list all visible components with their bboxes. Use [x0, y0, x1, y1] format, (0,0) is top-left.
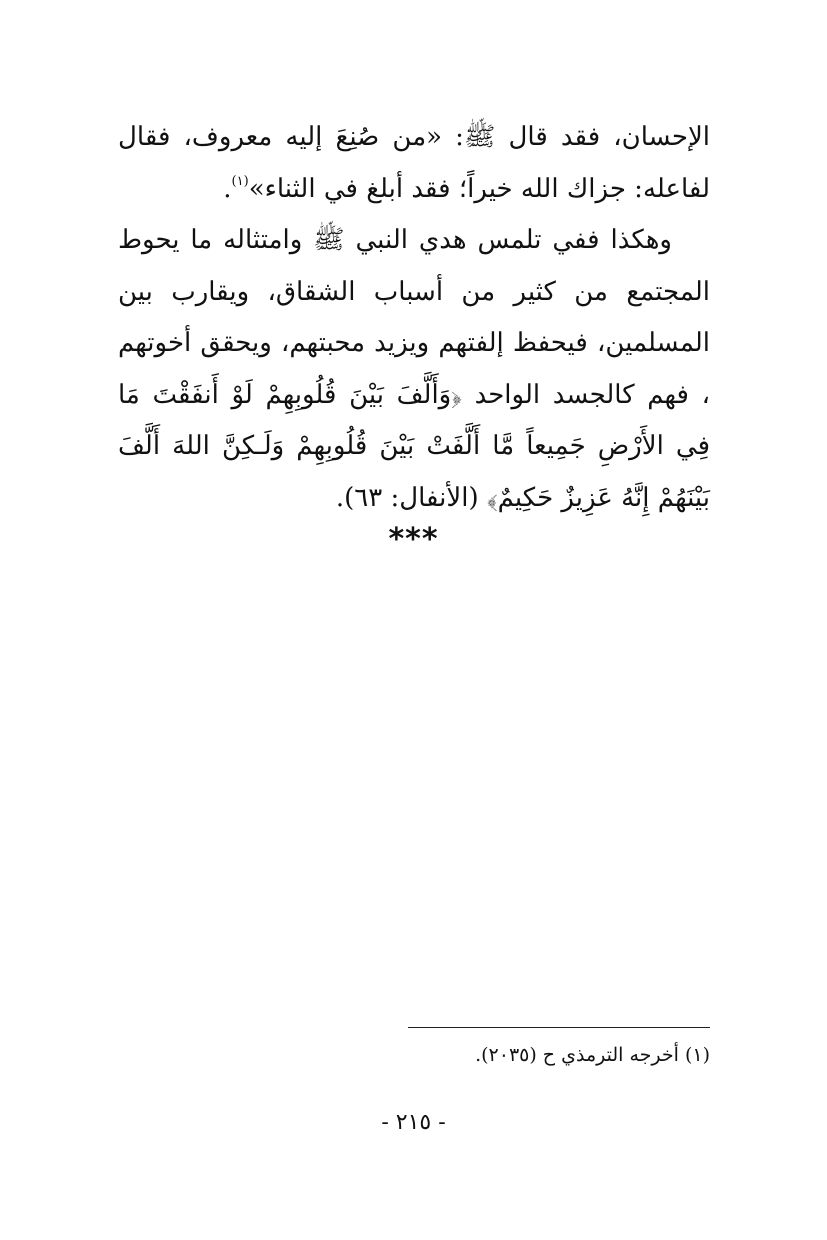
page-number: - ٢١٥ -: [381, 1110, 446, 1135]
paragraph-2: [118, 215, 710, 524]
paragraph-1-end: .: [223, 173, 232, 204]
paragraph-1-text: الإحسان، فقد قال ﷺ: «من صُنِعَ إليه معروف، فقال لفاعله: جزاك الله خيراً؛ فقد أبلغ في الثناء»: [118, 122, 710, 204]
paragraph-2-text: وهكذا ففي تلمس هدي النبي ﷺ وامتثاله ما يحوط المجتمع من كثير من أسباب الشقاق، ويقارب بين المسلمين، فيحفظ إلفتهم ويزيد محبتهم، ويحقق أخوتهم ، فهم كالجسد الواحد ﴿وَأَلَّفَ بَيْنَ قُلُوبِهِمْ لَوْ أَنفَقْتَ مَا فِي الأَرْضِ جَمِيعاً مَّا أَلَّفَتْ بَيْنَ قُلُوبِهِمْ وَلَـكِنَّ اللهَ أَلَّفَ بَيْنَهُمْ إِنَّهُ عَزِيزٌ حَكِيمٌ﴾ (الأنفال: ٦٣).: [118, 225, 710, 513]
footnote: (١) أخرجه الترمذي ح (٢٠٣٥).: [475, 1044, 710, 1066]
footnote-reference[interactable]: (١): [231, 173, 249, 189]
section-separator: ***: [388, 522, 439, 557]
main-text: [118, 112, 710, 524]
footnote-divider: [408, 1027, 710, 1028]
paragraph-1: [118, 112, 710, 215]
